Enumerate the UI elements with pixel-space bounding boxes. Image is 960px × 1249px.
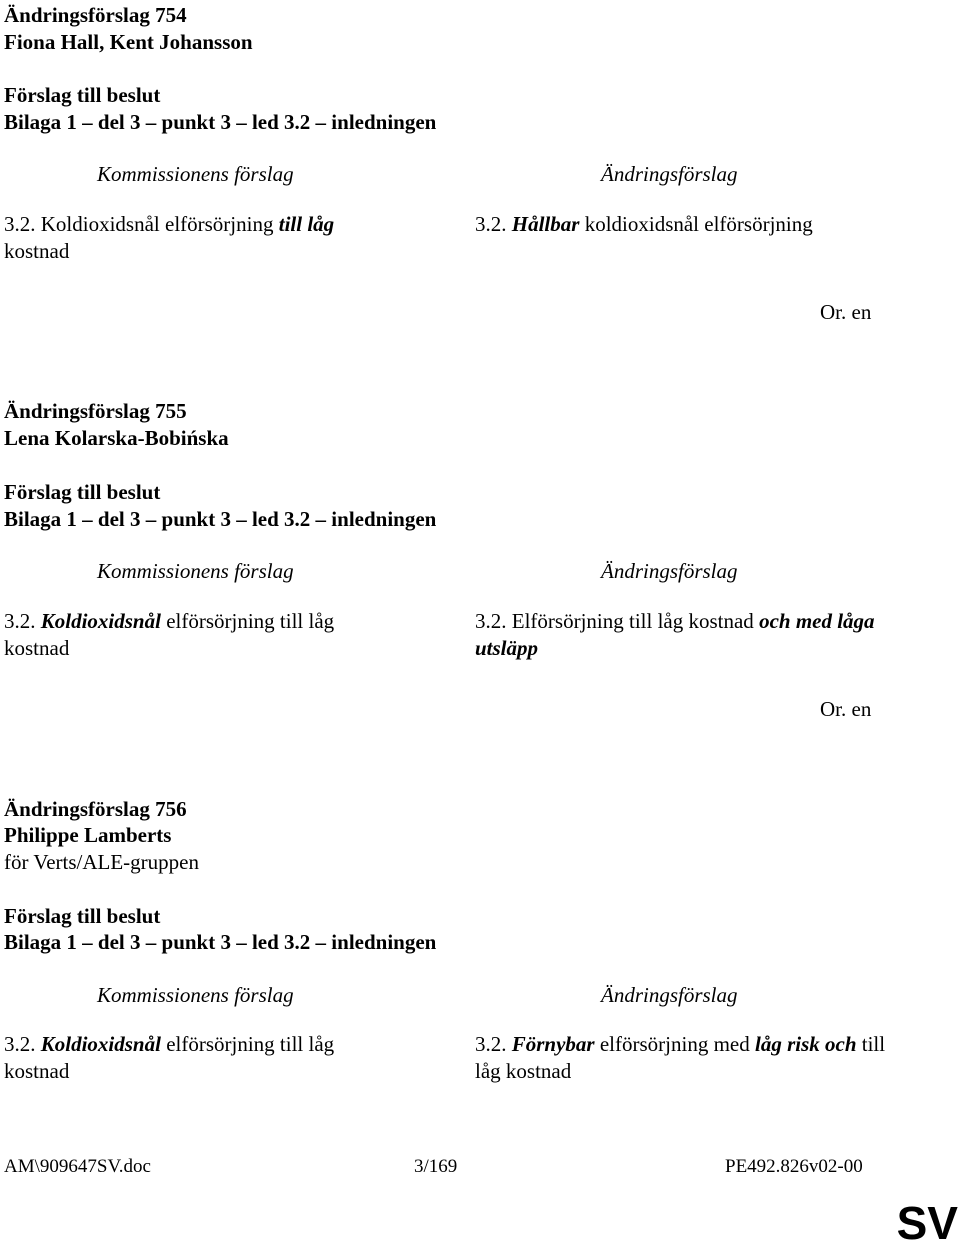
text-normal: Koldioxidsnål elförsörjning [40,212,279,236]
political-group: för Verts/ALE-gruppen [4,850,199,874]
column-header-commission: Kommissionens förslag [97,983,294,1007]
text-prefix: 3.2. [475,212,512,236]
amendment-title: Ändringsförslag 754 [4,3,187,27]
column-header-amendment: Ändringsförslag [601,162,738,186]
column-header-commission: Kommissionens förslag [97,162,294,186]
text-normal: elförsörjning till låg kostnad [4,1032,335,1083]
text-prefix: 3.2. [475,1032,512,1056]
text-normal: elförsörjning till låg kostnad [4,609,335,660]
language-badge: SV [896,1197,958,1249]
original-language: Or. en [820,300,872,324]
proposal-label: Förslag till beslut [4,83,161,107]
text-emphasis: till låg [278,212,335,236]
amendment-text [475,1031,895,1085]
amendment-reference: Bilaga 1 – del 3 – punkt 3 – led 3.2 – inledningen [4,507,437,531]
text-prefix: 3.2. [4,1032,41,1056]
proposal-label: Förslag till beslut [4,480,161,504]
amendment-text [475,211,895,238]
footer-doc-ref: AM\909647SV.doc [4,1156,151,1177]
footer-page-number: 3/169 [414,1156,458,1177]
proposal-label: Förslag till beslut [4,904,161,928]
column-header-amendment: Ändringsförslag [601,983,738,1007]
text-emphasis: Koldioxidsnål [40,609,161,633]
text-prefix: 3.2. Elförsörjning till låg kostnad [475,609,760,633]
text-normal: kostnad [4,239,70,263]
text-prefix: 3.2. [4,212,41,236]
text-emphasis: Koldioxidsnål [40,1032,161,1056]
commission-text [4,608,384,662]
text-normal: koldioxidsnål elförsörjning [579,212,813,236]
amendment-reference: Bilaga 1 – del 3 – punkt 3 – led 3.2 – inledningen [4,930,437,954]
text-emphasis: Förnybar [511,1032,595,1056]
text-normal: elförsörjning med [594,1032,755,1056]
text-emphasis: låg risk och [755,1032,857,1056]
commission-text [4,211,384,265]
commission-text [4,1031,384,1085]
amendment-title: Ändringsförslag 755 [4,399,187,423]
original-language: Or. en [820,697,872,721]
text-emphasis: Hållbar [511,212,580,236]
amendment-authors: Philippe Lamberts [4,823,172,847]
text-prefix: 3.2. [4,609,41,633]
column-header-commission: Kommissionens förslag [97,559,294,583]
amendment-title: Ändringsförslag 756 [4,797,187,821]
amendment-authors: Lena Kolarska-Bobińska [4,426,229,450]
amendment-reference: Bilaga 1 – del 3 – punkt 3 – led 3.2 – inledningen [4,110,437,134]
amendment-authors: Fiona Hall, Kent Johansson [4,30,253,54]
text-emphasis: och med låga utsläpp [475,609,875,660]
text-normal: till låg kostnad [475,1032,886,1083]
footer-pe-ref: PE492.826v02-00 [725,1156,863,1177]
amendment-text [475,608,895,662]
column-header-amendment: Ändringsförslag [601,559,738,583]
